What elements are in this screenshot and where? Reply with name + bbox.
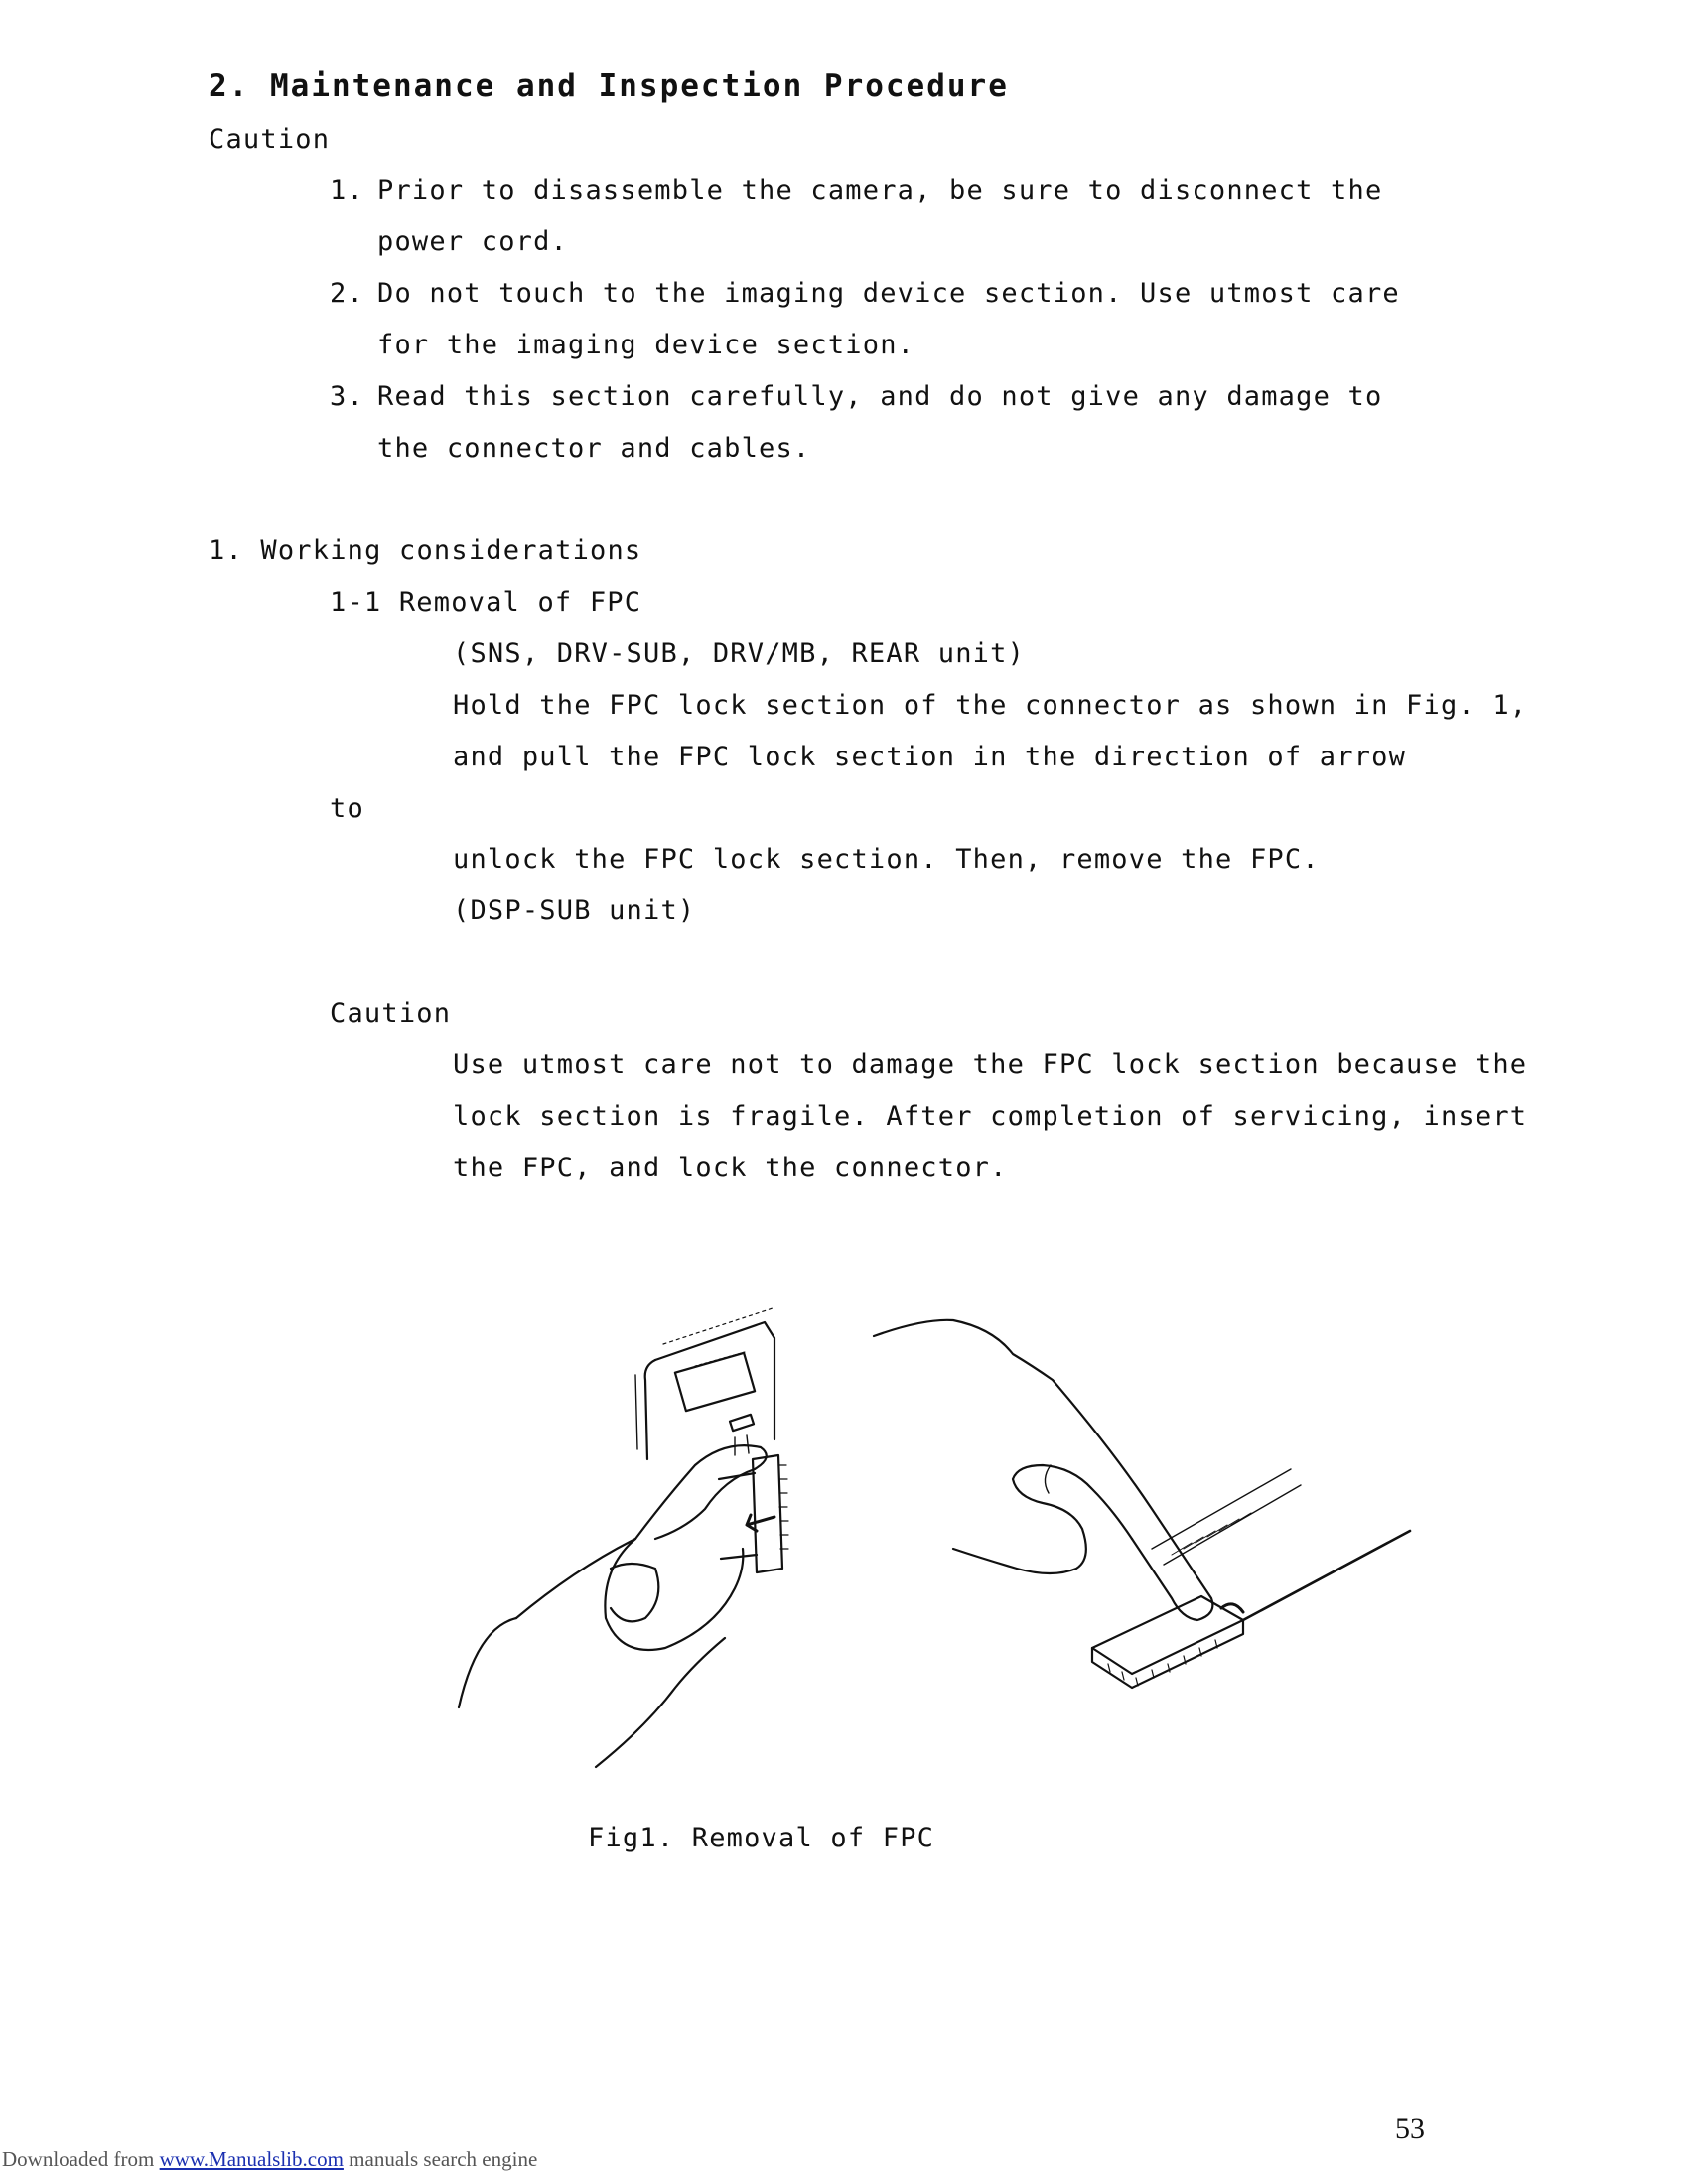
manualslib-link[interactable]: www.Manualslib.com (159, 2147, 344, 2171)
working-line: unlock the FPC lock section. Then, remove the FPC. (453, 844, 1320, 875)
lock-arrow-icon (1221, 1604, 1243, 1612)
caution2-line: lock section is fragile. After completion of servicing, insert (453, 1101, 1528, 1132)
fpc-removal-illustration (397, 1271, 1440, 1787)
caution-item-number: 2. (330, 278, 364, 309)
caution-item-number: 3. (330, 381, 364, 412)
working-subtitle: 1-1 Removal of FPC (330, 587, 642, 617)
figure-caption: Fig1. Removal of FPC (588, 1823, 935, 1853)
footer-suffix: manuals search engine (343, 2147, 538, 2171)
section-title: 2. Maintenance and Inspection Procedure (209, 68, 1009, 104)
board-connector-slot (675, 1353, 755, 1411)
hand-outline (516, 1445, 767, 1618)
caution2-line: Use utmost care not to damage the FPC lock section because the (453, 1049, 1528, 1080)
footer-prefix: Downloaded from (2, 2147, 160, 2171)
working-line: (DSP-SUB unit) (453, 895, 696, 926)
working-line: (SNS, DRV-SUB, DRV/MB, REAR unit) (453, 638, 1026, 669)
finger-outline (874, 1320, 1212, 1620)
caution-item-line: for the imaging device section. (377, 330, 915, 360)
arrow-icon (747, 1515, 774, 1531)
caution-label: Caution (209, 124, 331, 155)
working-to: to (330, 793, 364, 824)
caution-item-line: power cord. (377, 226, 569, 257)
caution-item-line: Prior to disassemble the camera, be sure to disconnect the (377, 175, 1383, 205)
page-number: 53 (1395, 2113, 1425, 2145)
caution2-label: Caution (330, 998, 452, 1028)
fpc-cable (1152, 1469, 1301, 1565)
caution-item-line: Read this section carefully, and do not give any damage to (377, 381, 1383, 412)
board-outline (655, 1322, 774, 1439)
working-line: Hold the FPC lock section of the connector as shown in Fig. 1, (453, 690, 1528, 721)
caution-item-line: Do not touch to the imaging device section. Use utmost care (377, 278, 1400, 309)
working-line: and pull the FPC lock section in the direction of arrow (453, 742, 1407, 772)
working-title: 1. Working considerations (209, 535, 642, 566)
caution-item-number: 1. (330, 175, 364, 205)
footer (2, 2147, 537, 2172)
caution-item-line: the connector and cables. (377, 433, 811, 464)
caution2-line: the FPC, and lock the connector. (453, 1153, 1008, 1183)
